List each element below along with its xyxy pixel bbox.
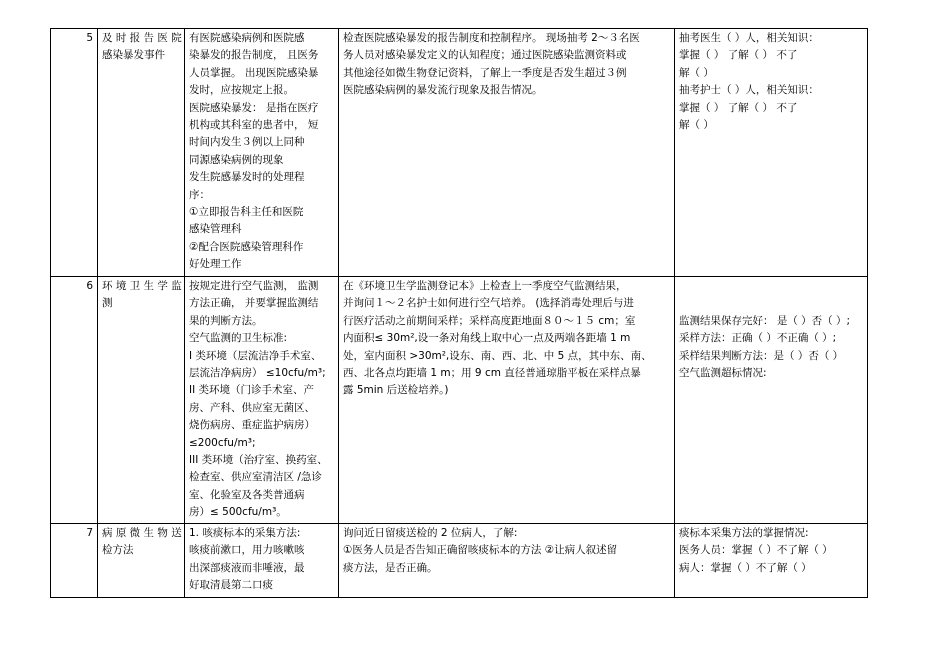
standard-line: 层流洁净病房） ≤10cfu/m³;	[189, 367, 326, 380]
standard-line: II 类环境（门诊手术室、产	[189, 384, 315, 397]
standard-line: 室、化验室及各类普通病	[189, 488, 305, 501]
item-line: 检方法	[102, 544, 134, 557]
method-line: ①医务人员是否告知正确留咳痰标本的方法 ②让病人叙述留	[343, 544, 618, 557]
item-line: 及 时 报 告 医 院	[102, 32, 182, 44]
standard-line: 1. 咳痰标本的采集方法:	[189, 526, 301, 539]
method-cell	[339, 29, 675, 277]
result-cell	[675, 523, 868, 597]
result-line: 抽考医生（ ）人，相关知识：	[679, 32, 819, 44]
standard-line: 出深部痰液而非唾液，最	[189, 561, 305, 574]
standard-line: 机构或其科室的患者中， 短	[189, 119, 319, 132]
item-cell	[98, 523, 185, 597]
method-line: 询问近日留痰送检的 2 位病人，了解:	[343, 526, 518, 539]
inspection-table-body	[51, 29, 868, 598]
result-line: 空气监测超标情况:	[679, 367, 767, 380]
standard-line: 烧伤病房、重症监护病房）	[189, 419, 315, 432]
standard-line: 空气监测的卫生标准:	[189, 332, 288, 345]
result-line: 病人：掌握（ ）不了解（ ）	[679, 561, 812, 574]
result-line: 解（ ）	[679, 119, 714, 132]
standard-cell	[185, 29, 339, 277]
method-line: 内面积≤ 30m²,设一条对角线上取中心一点及两端各距墙 1 m	[343, 332, 631, 345]
standard-line: 同源感染病例的现象	[189, 153, 284, 166]
result-line: 医务人员：掌握（ ）不了解（ ）	[679, 544, 833, 557]
method-line: 痰方法，是否正确。	[343, 561, 438, 574]
result-cell	[675, 277, 868, 524]
standard-line: ①立即报告科主任和医院	[189, 206, 304, 219]
item-line: 测	[102, 297, 113, 310]
table-row	[51, 29, 868, 277]
result-line: 解（ ）	[679, 66, 714, 79]
standard-line: 染暴发的报告制度， 且医务	[189, 49, 319, 62]
item-line: 感染暴发事件	[102, 49, 165, 62]
standard-line: 方法正确， 并要掌握监测结	[189, 297, 319, 310]
standard-line: 发时，应按规定上报。	[189, 84, 294, 97]
standard-line: 房）≤ 500cfu/m³。	[189, 506, 287, 519]
standard-line: 检查室、供应室清洁区 /急诊	[189, 471, 322, 484]
standard-cell	[185, 277, 339, 524]
standard-line: 有医院感染病例和医院感	[189, 32, 305, 44]
method-line: 西、北各点均距墙 1 m；用 9 cm 直径普通琼脂平板在采样点暴	[343, 367, 641, 380]
method-line: 在《环境卫生学监测登记本》上检查上一季度空气监测结果，	[343, 280, 627, 292]
table-row	[51, 277, 868, 524]
method-line: 医院感染病例的暴发流行现象及报告情况。	[343, 84, 543, 97]
row-number: 5	[51, 29, 98, 277]
method-line: 露 5min 后送检培养。)	[343, 384, 449, 397]
method-line: 其他途径如微生物登记资料，了解上一季度是否发生超过３例	[343, 66, 627, 79]
result-line: 掌握（ ） 了解（ ） 不了	[679, 101, 798, 114]
method-line: 处，室内面积 >30m²,设东、南、西、北、中 5 点，其中东、南、	[343, 349, 652, 362]
result-line: 采样结果判断方法：是（ ）否（ ）	[679, 349, 844, 362]
standard-line: III 类环境（治疗室、换药室、	[189, 454, 328, 467]
method-line: 务人员对感染暴发定义的认知程度；通过医院感染监测资料或	[343, 49, 627, 62]
standard-cell	[185, 523, 339, 597]
result-line: 抽考护士（ ）人，相关知识：	[679, 84, 819, 97]
standard-line: 果的判断方法。	[189, 314, 263, 327]
standard-line: 按规定进行空气监测， 监测	[189, 280, 319, 292]
item-line: 环 境 卫 生 学 监	[102, 280, 182, 292]
item-cell	[98, 277, 185, 524]
standard-line: 好取清晨第二口痰	[189, 578, 273, 591]
result-line: 采样方法：正确（ ）不正确（ ）;	[679, 332, 837, 345]
method-line: 检查医院感染暴发的报告制度和控制程序。 现场抽考 2～３名医	[343, 32, 640, 44]
standard-line: I 类环境（层流洁净手术室、	[189, 349, 322, 362]
standard-line: ②配合医院感染管理科作	[189, 240, 304, 253]
standard-line: 感染管理科	[189, 223, 242, 236]
row-number: 7	[51, 523, 98, 597]
standard-line: 房、产科、供应室无菌区、	[189, 401, 315, 414]
table-row	[51, 523, 868, 597]
method-cell	[339, 523, 675, 597]
item-line: 病 原 微 生 物 送	[102, 526, 182, 539]
result-line: 痰标本采集方法的掌握情况:	[679, 526, 809, 539]
method-line: 行医疗活动之前期间采样；采样高度距地面８０～１５ cm；室	[343, 314, 636, 327]
standard-line: 发生院感暴发时的处理程	[189, 171, 305, 184]
standard-line: 人员掌握。 出现医院感染暴	[189, 66, 319, 79]
inspection-table	[50, 28, 868, 598]
method-cell	[339, 277, 675, 524]
standard-line: 医院感染暴发： 是指在医疗	[189, 101, 319, 114]
row-number: 6	[51, 277, 98, 524]
result-line	[679, 278, 863, 295]
standard-line: 咳痰前漱口，用力咳嗽咳	[189, 544, 305, 557]
result-line: 监测结果保存完好： 是（ ）否（ ）;	[679, 314, 851, 327]
result-cell	[675, 29, 868, 277]
standard-line: ≤200cfu/m³;	[189, 436, 256, 449]
method-line: 并询问１～２名护士如何进行空气培养。 (选择消毒处理后与进	[343, 297, 634, 310]
standard-line: 序：	[189, 188, 210, 201]
result-line	[679, 295, 863, 312]
item-cell	[98, 29, 185, 277]
standard-line: 时间内发生３例以上同种	[189, 136, 305, 149]
result-line: 掌握（ ） 了解（ ） 不了	[679, 49, 798, 62]
standard-line: 好处理工作	[189, 258, 242, 271]
